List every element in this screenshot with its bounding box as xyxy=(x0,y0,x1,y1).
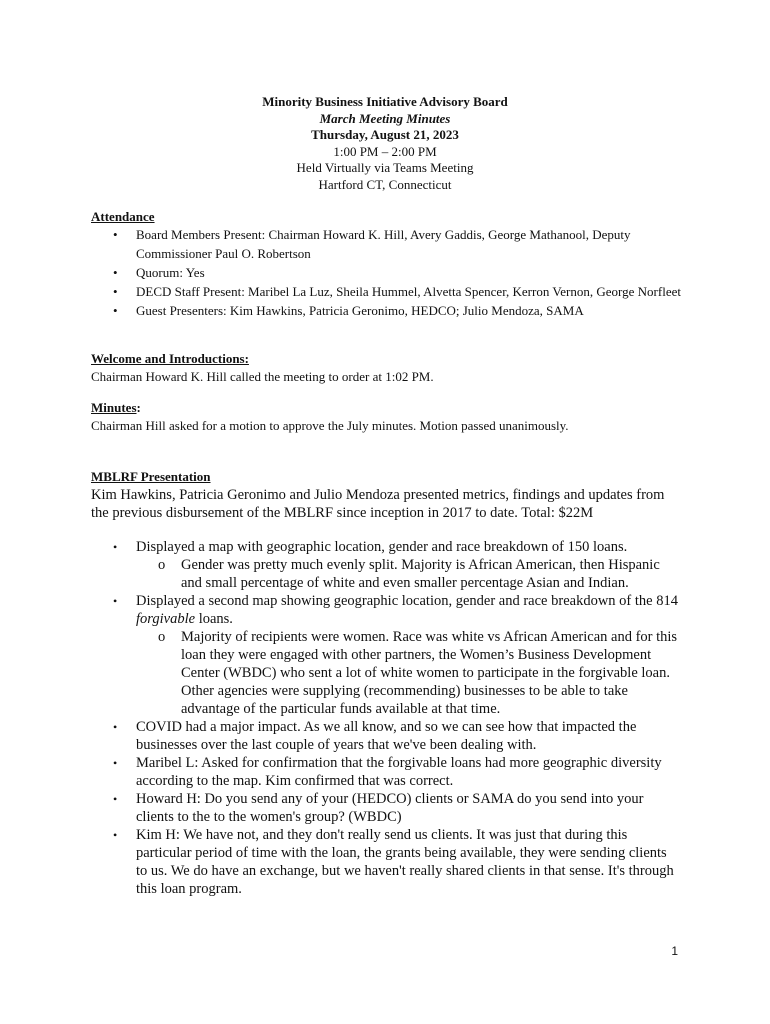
minutes-heading-colon: : xyxy=(136,400,141,415)
bullet-icon: • xyxy=(113,792,118,806)
bullet-icon: • xyxy=(113,828,118,842)
mblrf-intro: Kim Hawkins, Patricia Geronimo and Julio Mendoza presented metrics, findings and updates from the previous disbursement of the MBLRF since inception in 2017 to date. Total: $22M xyxy=(91,487,665,521)
bullet-icon: • xyxy=(113,283,118,299)
list-item: • Guest Presenters: Kim Hawkins, Patricia Geronimo, HEDCO; Julio Mendoza, SAMA xyxy=(91,302,681,321)
attendance-heading: Attendance xyxy=(91,209,155,224)
list-item: • Kim H: We have not, and they don't really send us clients. It was just that during this particular period of time with the loan, the grants being available, they were sending clients to us. We do have an exchange, but we haven't really shared clients in that sense. It's through this loan program. xyxy=(113,827,674,897)
list-item: • Quorum: Yes xyxy=(91,264,681,283)
sub-list-item: o Majority of recipients were women. Race was white vs African American and for this loan they were engaged with other partners, the Women’s Business Development Center (WBDC) who sent a lot of white women to participate in the forgivable loan. Other agencies were supplying (recommending) businesses to be able to take advantage of the particular funds available at that time. xyxy=(158,629,678,717)
bullet-icon: • xyxy=(113,720,118,734)
bullet-icon: • xyxy=(113,540,118,554)
minutes-text: Chairman Hill asked for a motion to approve the July minutes. Motion passed unanimously. xyxy=(91,418,569,433)
list-item: • Howard H: Do you send any of your (HEDCO) clients or SAMA do you send into your clients to the to the women's group? (WBDC) xyxy=(113,791,644,825)
minutes-heading-wrap xyxy=(91,400,141,416)
page-number: 1 xyxy=(671,944,678,958)
document-header xyxy=(0,94,770,193)
list-item: • Displayed a second map showing geographic location, gender and race breakdown of the 814 forgivable loans. xyxy=(113,593,678,627)
sub-bullet-icon: o xyxy=(158,629,166,645)
bullet-icon: • xyxy=(113,756,118,770)
attendance-list xyxy=(91,226,681,321)
presentation-list xyxy=(91,538,681,898)
list-item: • Displayed a map with geographic location, gender and race breakdown of 150 loans. xyxy=(113,539,628,555)
emphasis-text: forgivable xyxy=(136,611,196,627)
sub-list-item: o Gender was pretty much evenly split. Majority is African American, then Hispanic and small percentage of white and even smaller percentage Asian and Indian. xyxy=(158,557,660,591)
minutes-heading: Minutes xyxy=(91,400,137,415)
list-item: • Maribel L: Asked for confirmation that the forgivable loans had more geographic diversity according to the map. Kim confirmed that was correct. xyxy=(113,755,662,789)
welcome-heading: Welcome and Introductions: xyxy=(91,351,249,366)
board-title: Minority Business Initiative Advisory Board xyxy=(262,94,508,109)
sub-bullet-icon: o xyxy=(158,557,166,573)
list-item: • COVID had a major impact. As we all know, and so we can see how that impacted the businesses over the last couple of years that we've been dealing with. xyxy=(113,719,637,753)
welcome-text: Chairman Howard K. Hill called the meeting to order at 1:02 PM. xyxy=(91,369,434,384)
meeting-location: Hartford CT, Connecticut xyxy=(318,176,452,192)
bullet-icon: • xyxy=(113,594,118,608)
meeting-venue: Held Virtually via Teams Meeting xyxy=(296,160,474,175)
bullet-icon: • xyxy=(113,227,118,242)
meeting-time: 1:00 PM – 2:00 PM xyxy=(333,143,437,159)
list-item: • Board Members Present: Chairman Howard K. Hill, Avery Gaddis, George Mathanool, Deputy Commissioner Paul O. Robertson xyxy=(113,227,631,261)
mblrf-heading: MBLRF Presentation xyxy=(91,469,211,484)
meeting-date: Thursday, August 21, 2023 xyxy=(311,127,459,142)
list-item: • DECD Staff Present: Maribel La Luz, Sheila Hummel, Alvetta Spencer, Kerron Vernon, George Norfleet xyxy=(91,283,681,302)
bullet-icon: • xyxy=(113,302,118,318)
meeting-subtitle: March Meeting Minutes xyxy=(319,110,451,126)
bullet-icon: • xyxy=(113,264,118,280)
